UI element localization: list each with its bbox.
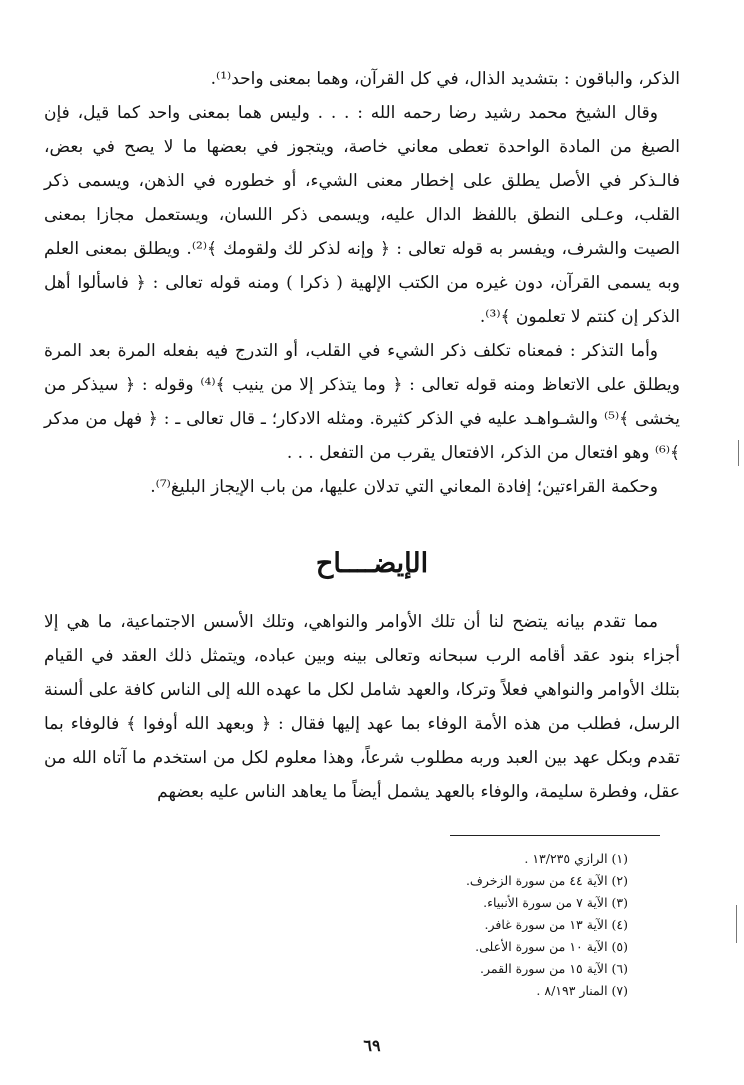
page-number: ٦٩ (363, 1036, 381, 1055)
lower-text-block (44, 605, 680, 809)
footnote-2: (٢) الآية ٤٤ من سورة الزخرف. (465, 873, 628, 888)
scan-edge-mark (736, 905, 737, 943)
paragraph-3: وأما التذكر : فمعناه تكلف ذكر الشيء في القلب، أو التدرج فيه بفعله المرة بعد المرة ويطلق على الاتعاظ ومنه قوله تعالى : ﴿ وما يتذكر إلا من ينيب ﴾⁽⁴⁾ وقوله : ﴿ سيذكر من يخشى ﴾⁽⁵⁾ والشـواهـد عليه في الذكر كثيرة. ومثله الادكار؛ ـ قال تعالى ـ : ﴿ فهل من مدكر ﴾⁽⁶⁾ وهو افتعال من الذكر، الافتعال يقرب من التفعل . . . (44, 341, 680, 463)
footnote-3: (٣) الآية ٧ من سورة الأنبياء. (483, 895, 628, 910)
paragraph-1: الذكر، والباقون : بتشديد الذال، في كل القرآن، وهما بمعنى واحد⁽¹⁾. (210, 69, 680, 89)
footnote-7: (٧) المنار ٨/١٩٣ . (536, 983, 628, 998)
footnote-4: (٤) الآية ١٣ من سورة غافر. (484, 917, 628, 932)
footnotes (268, 848, 628, 1002)
footnote-5: (٥) الآية ١٠ من سورة الأعلى. (475, 939, 628, 954)
paragraph-2: وقال الشيخ محمد رشيد رضا رحمه الله : . . . وليس هما بمعنى واحد كما قيل، فإن الصيغ من المادة الواحدة تعطى معاني خاصة، ويتجوز في بعضها ما لا يصح في بعض، فالـذكر في الأصل يطلق على إخطار معنى الشيء، أو خطوره في الذهن، ويسمى ذكر القلب، وعـلى النطق باللفظ الدال عليه، ويسمى ذكر اللسان، ويستعمل مجازا بمعنى الصيت والشرف، ويفسر به قوله تعالى : ﴿ وإنه لذكر لك ولقومك ﴾⁽²⁾. ويطلق بمعنى العلم وبه يسمى القرآن، دون غيره من الكتب الإلهية ( ذكرا ) ومنه قوله تعالى : ﴿ فاسألوا أهل الذكر إن كنتم لا تعلمون ﴾⁽³⁾. (44, 103, 680, 327)
footnote-6: (٦) الآية ١٥ من سورة القمر. (479, 961, 628, 976)
upper-text-block (44, 62, 680, 504)
section-heading: الإيضــــاح (315, 548, 429, 579)
footnote-1: (١) الرازي ١٣/٢٣٥ . (524, 851, 628, 866)
paragraph-5: مما تقدم بيانه يتضح لنا أن تلك الأوامر والنواهي، وتلك الأسس الاجتماعية، ما هي إلا أجزاء بنود عقد أقامه الرب سبحانه وتعالى بينه وبين عباده، ويتمثل ذلك العقد في القيام بتلك الأوامر والنواهي فعلاً وتركا، والعهد شامل لكل ما عهده الله إلى الناس كافة على ألسنة الرسل، فطلب من هذه الأمة الوفاء بما عهد إليها فقال : ﴿ وبعهد الله أوفوا ﴾ فالوفاء بما تقدم وبكل عهد بين العبد وربه مطلوب شرعاً، وهذا معلوم لكل من استخدم ما آتاه الله من عقل، وفطرة سليمة، والوفاء بالعهد يشمل أيضاً ما يعاهد الناس عليه بعضهم (44, 612, 680, 802)
paragraph-4: وحكمة القراءتين؛ إفادة المعاني التي تدلان عليها، من باب الإيجاز البليغ⁽⁷⁾. (150, 477, 658, 497)
scan-edge-mark (738, 440, 739, 466)
footnote-divider (450, 835, 660, 836)
